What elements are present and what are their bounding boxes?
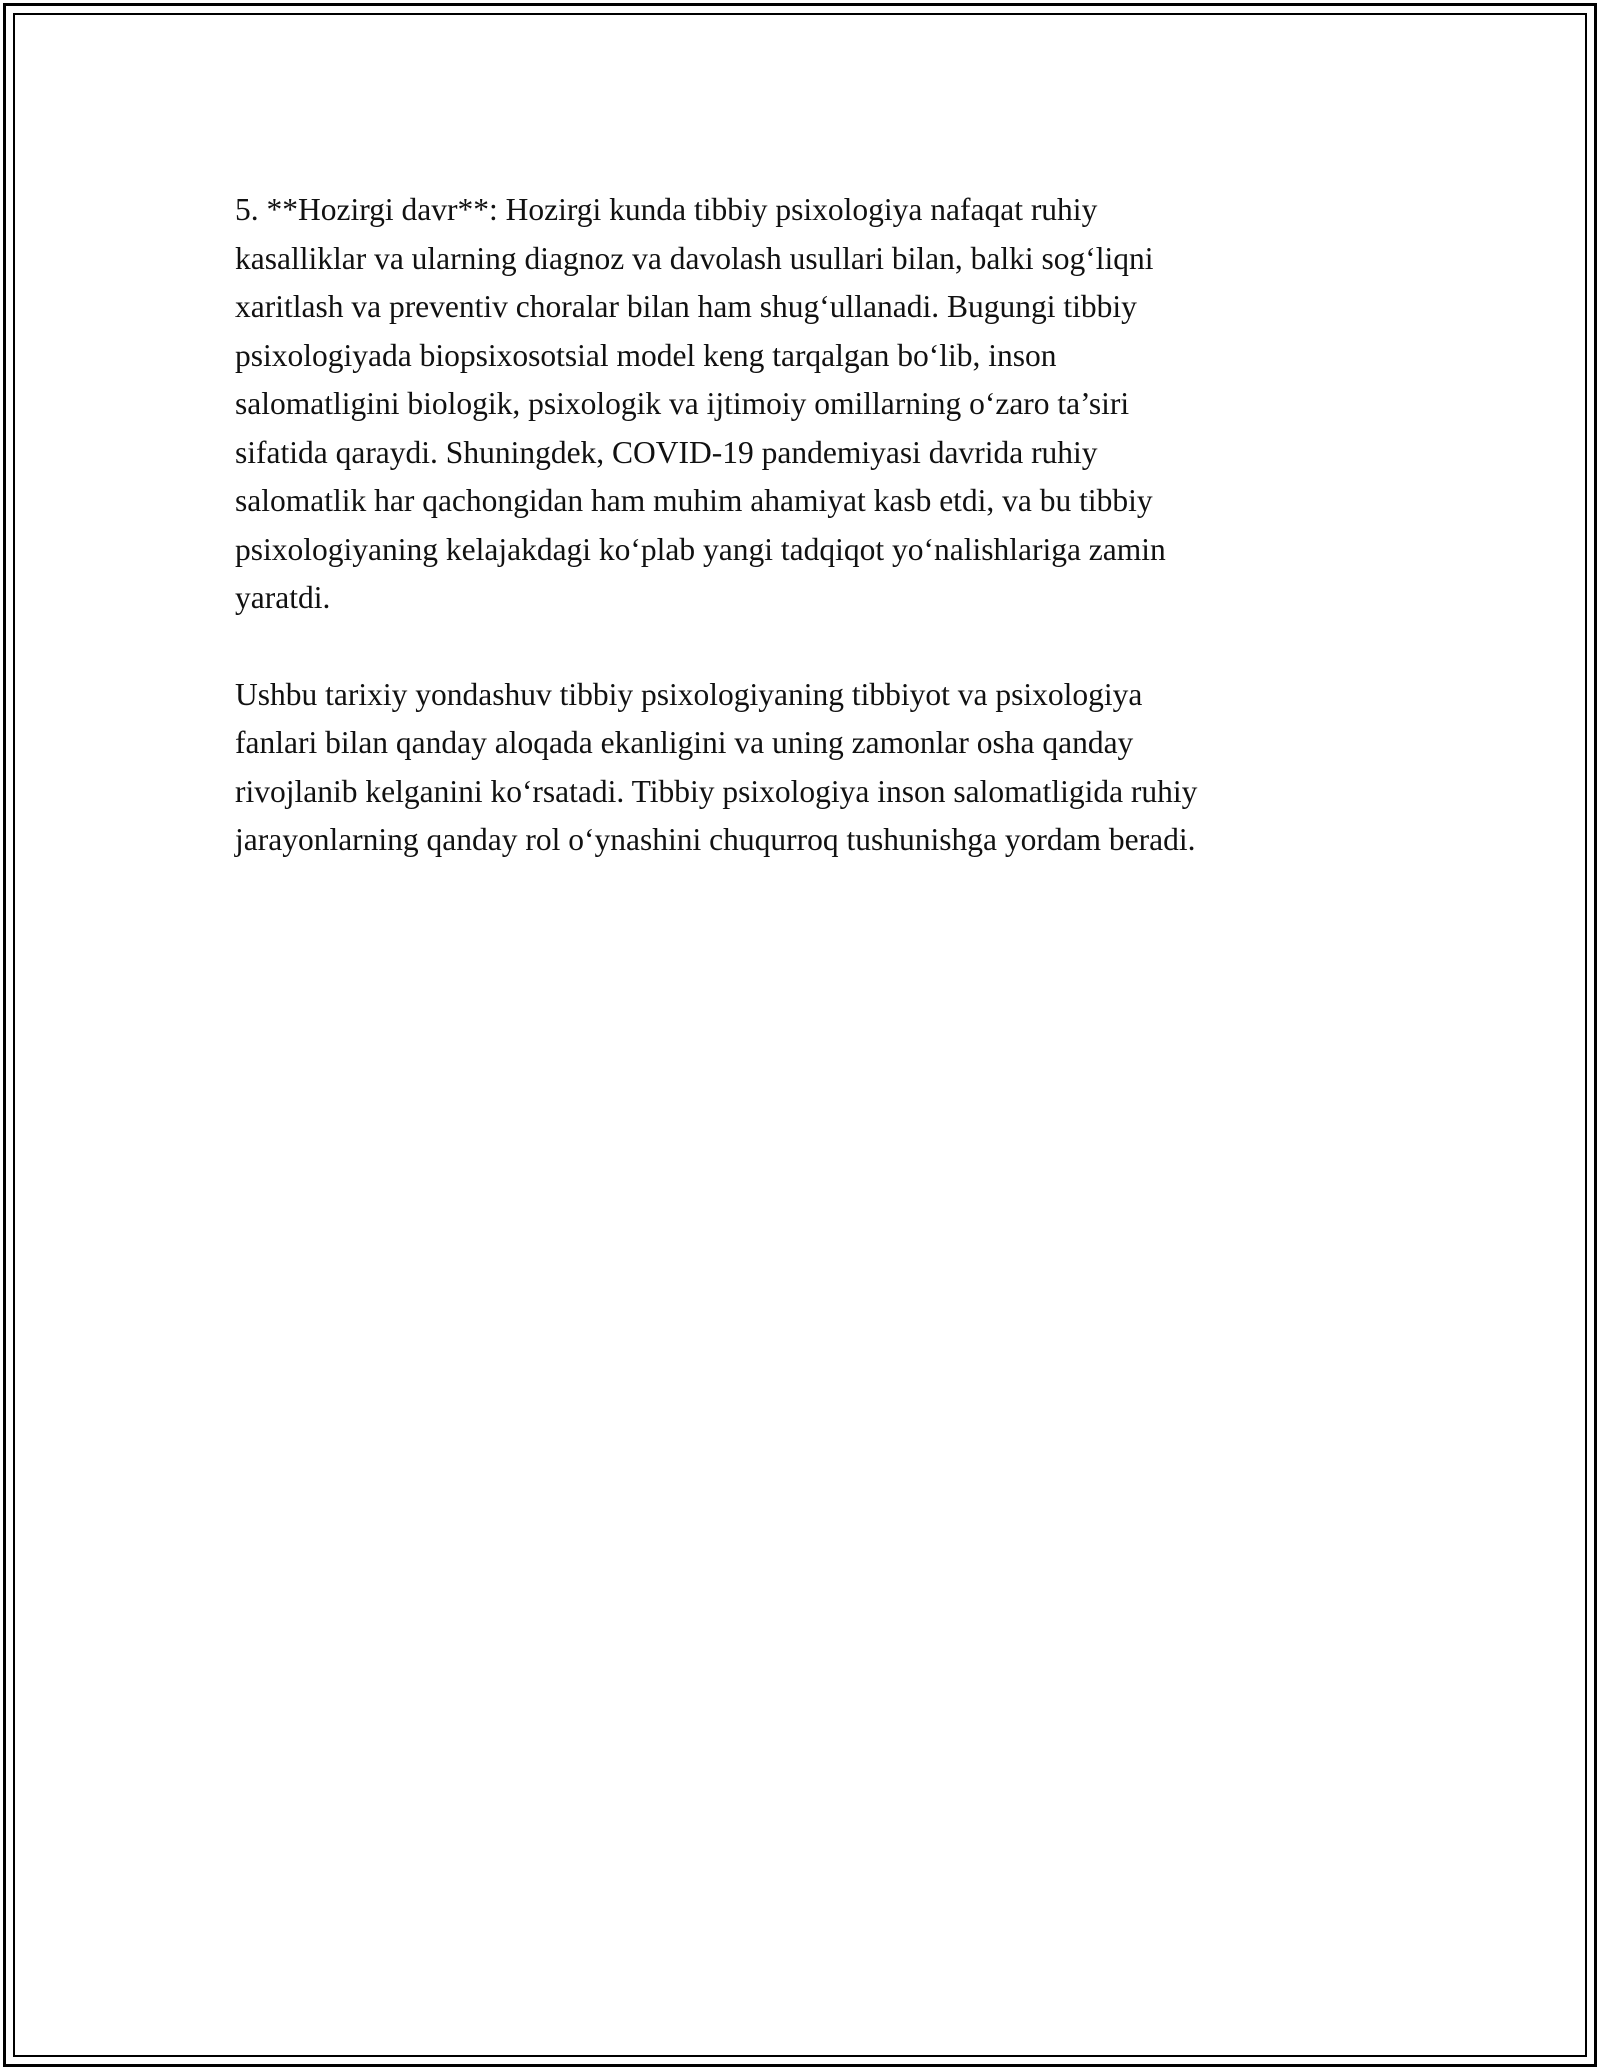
- document-body: [235, 186, 1365, 865]
- paragraph-modern-period: 5. **Hozirgi davr**: Hozirgi kunda tibbiy psixologiya nafaqat ruhiy kasalliklar va ularning diagnoz va davolash usullari bilan, balki sog‘liqni xaritlash va preventiv choralar bilan ham shug‘ullanadi. Bugungi tibbiy psixologiyada biopsixosotsial model keng tarqalgan bo‘lib, inson salomatligini biologik, psixologik va ijtimoiy omillarning o‘zaro ta’siri sifatida qaraydi. Shuningdek, COVID-19 pandemiyasi davrida ruhiy salomatlik har qachongidan ham muhim ahamiyat kasb etdi, va bu tibbiy psixologiyaning kelajakdagi ko‘plab yangi tadqiqot yo‘nalishlariga zamin yaratdi.: [235, 192, 1166, 615]
- paragraph-conclusion: Ushbu tarixiy yondashuv tibbiy psixologiyaning tibbiyot va psixologiya fanlari bilan qanday aloqada ekanligini va uning zamonlar osha qanday rivojlanib kelganini ko‘rsatadi. Tibbiy psixologiya inson salomatligida ruhiy jarayonlarning qanday rol o‘ynashini chuqurroq tushunishga yordam beradi.: [235, 676, 1198, 857]
